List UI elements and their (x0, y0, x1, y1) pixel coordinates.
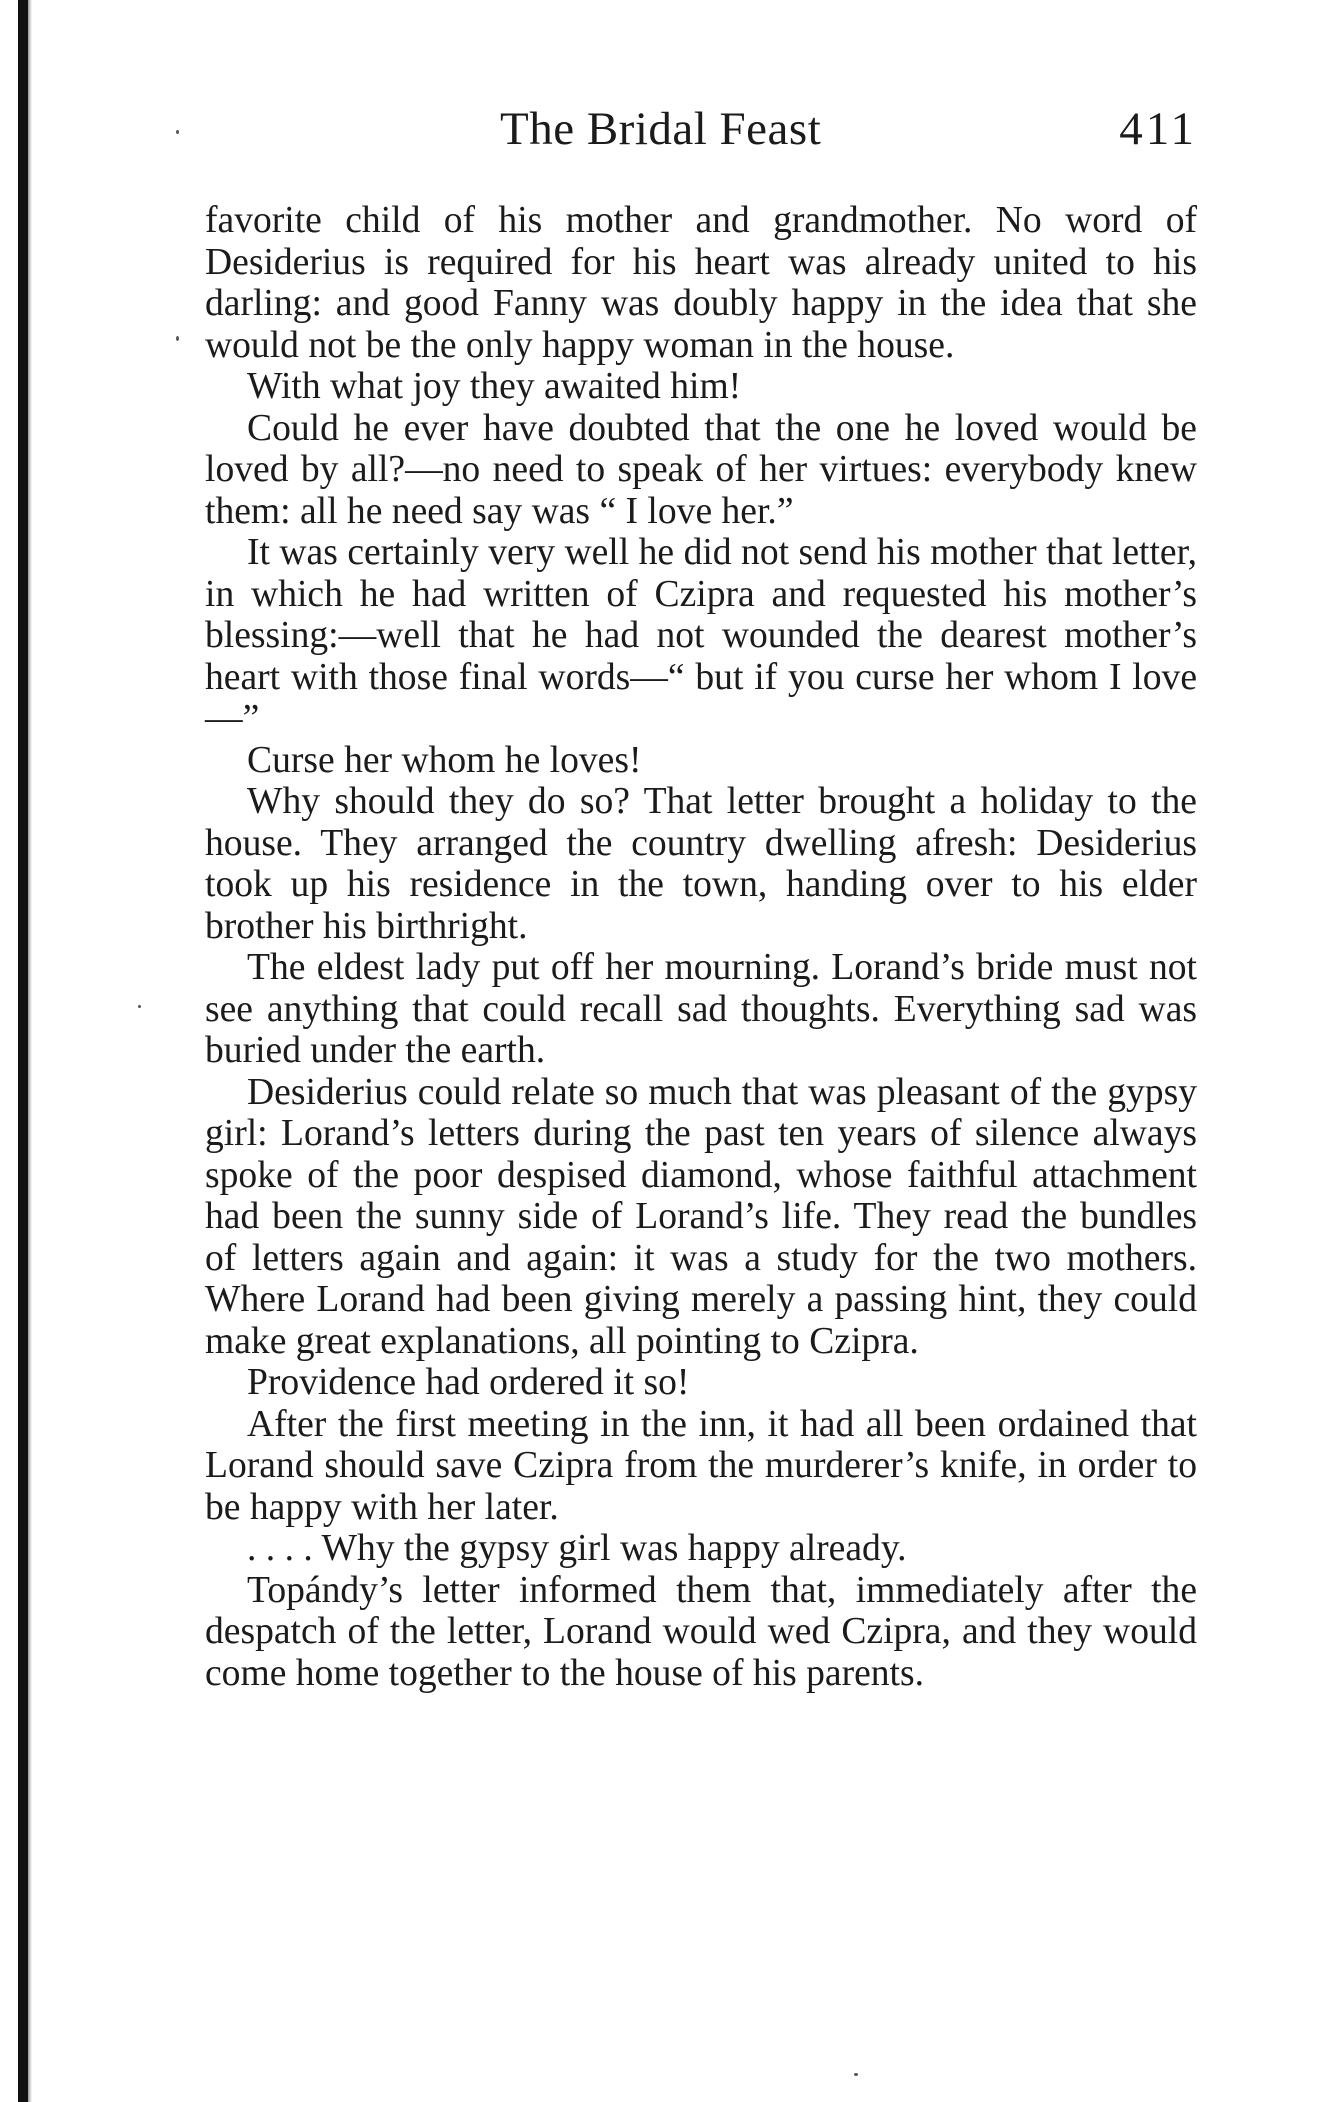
paragraph: Desiderius could relate so much that was pleasant of the gypsy girl: Lorand’s letters during the past ten years of silence always spoke of the poor despised diamond, whose faithful attachment had been the sunny side of Lorand’s life. They read the bundles of letters again and again: it was a study for the two mothers. Where Lorand had been giving merely a passing hint, they could make great explanations, all pointing to Czipra. (205, 1071, 1197, 1362)
paragraph: It was certainly very well he did not send his mother that letter, in which he had written of Czipra and requested his mother’s blessing:—well that he had not wounded the dearest mother’s heart with those final words—“ but if you curse her whom I love—” (205, 532, 1197, 739)
paragraph: Providence had ordered it so! (247, 1362, 690, 1403)
paper-speck (854, 2073, 858, 2076)
paragraph: Could he ever have doubted that the one he loved would be loved by all?—no need to speak of her virtues: everybody knew them: all he need say was “ I love her.” (205, 407, 1197, 532)
running-head (205, 104, 1197, 154)
chapter-title: The Bridal Feast (500, 103, 822, 155)
paragraph: Topándy’s letter informed them that, immediately after the despatch of the letter, Lorand would wed Czipra, and they would come home together to the house of his parents. (205, 1569, 1197, 1694)
body-text (205, 200, 1197, 1694)
page-number: 411 (1119, 103, 1197, 155)
paragraph: . . . . Why the gypsy girl was happy already. (247, 1528, 907, 1569)
paragraph: favorite child of his mother and grandmother. No word of Desiderius is required for his heart was already united to his darling: and good Fanny was doubly happy in the idea that she would not be the only happy woman in the house. (205, 200, 1197, 366)
page-binding-shadow (28, 0, 32, 2102)
page-binding-edge (18, 0, 28, 2102)
paragraph: Curse her whom he loves! (247, 739, 642, 781)
paragraph: With what joy they awaited him! (247, 366, 742, 407)
paragraph: The eldest lady put off her mourning. Lorand’s bride must not see anything that could recall sad thoughts. Everything sad was buried under the earth. (205, 947, 1197, 1071)
paragraph: After the first meeting in the inn, it had all been ordained that Lorand should save Czipra from the murderer’s knife, in order to be happy with her later. (205, 1403, 1197, 1528)
paper-speck (176, 130, 179, 134)
paragraph: Why should they do so? That letter brought a holiday to the house. They arranged the country dwelling afresh: Desiderius took up his residence in the town, handing over to his elder brother his birthright. (205, 781, 1197, 947)
paper-speck (138, 1005, 141, 1008)
paper-speck (176, 336, 179, 341)
